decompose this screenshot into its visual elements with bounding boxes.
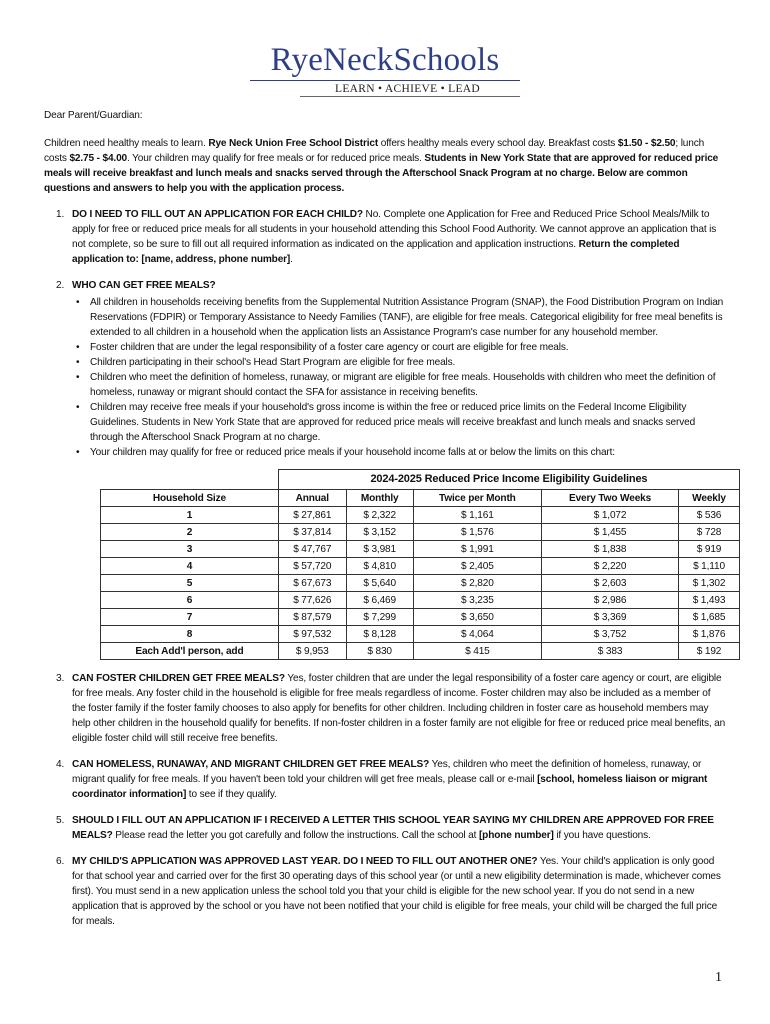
qa-number: 3. [56,673,65,684]
household-size-cell: 3 [101,541,279,558]
table-row [101,541,740,558]
income-limit-cell: $ 3,369 [542,609,679,626]
qa-question: CAN FOSTER CHILDREN GET FREE MEALS? [72,673,285,684]
income-limit-cell: $ 919 [679,541,740,558]
income-limit-cell: $ 1,493 [679,592,740,609]
income-limit-cell: $ 4,064 [413,626,541,643]
table-row [101,609,740,626]
household-size-cell: 2 [101,524,279,541]
table-row [101,592,740,609]
income-limit-cell: $ 3,152 [346,524,413,541]
income-limit-cell: $ 1,455 [542,524,679,541]
household-size-cell: 8 [101,626,279,643]
income-limit-cell: $ 3,650 [413,609,541,626]
qa-item-5 [44,813,726,843]
income-limit-cell: $ 3,752 [542,626,679,643]
qa-item-2 [44,278,726,660]
income-limit-cell: $ 415 [413,643,541,660]
household-size-cell: 1 [101,507,279,524]
qa-item-6 [44,854,726,929]
qa-number: 2. [56,280,65,291]
intro-text-2: offers healthy meals every school day. Breakfast costs [378,138,618,149]
income-limit-cell: $ 87,579 [278,609,346,626]
income-limit-cell: $ 3,235 [413,592,541,609]
qa-answer: Yes. Your child's application is only good for that school year and carried over for the first 30 operating days of this school year (or until a new eligibility determination is made, whichever comes first). You must send in a new application unless the school told you that your child is eligible for the new school year. If you do not send in a new application that is approved by the school or you have not been notified that your child is eligible for free meals, your child will be charged the full price for meals. [72,856,721,927]
income-limit-cell: $ 1,685 [679,609,740,626]
income-limit-cell: $ 6,469 [346,592,413,609]
table-row [101,524,740,541]
bullet-item: • Children participating in their school's Head Start Program are eligible for free meals. [72,355,726,370]
logo-underline [300,96,520,97]
phone-placeholder: [phone number] [478,830,554,841]
household-size-cell: Each Add'l person, add [101,643,279,660]
column-header: Household Size [101,490,279,507]
income-limit-cell: $ 4,810 [346,558,413,575]
intro-bold-note: Students in New York State that are approved for reduced price meals will receive breakfast and lunch meals and snacks served through the Afterschool Snack Program at no charge. Below are common questions and answers to help you with the application process. [44,153,719,194]
qa-answer: Yes, foster children that are under the legal responsibility of a foster care agency or court, are eligible for free meals. Any foster child in the household is eligible for free meals regardless of income. Foster children may also be included as a member of the foster family if the foster family chooses to also apply for benefits for other children. Including children in foster care as household members may help other children in the household qualify for benefits. If non-foster children in a foster family are not eligible for free or reduced price meal benefits, an eligible foster child will still receive free benefits. [72,673,726,744]
qa-list [44,207,726,929]
table-title-spacer [101,470,279,490]
qa-answer: Yes, children who meet the definition of homeless, runaway, or migrant qualify for free meals. If you haven't been told your children will get free meals, please call or e-mail [72,759,702,785]
income-limit-cell: $ 2,322 [346,507,413,524]
qa-question: SHOULD I FILL OUT AN APPLICATION IF I RECEIVED A LETTER THIS SCHOOL YEAR SAYING MY CHILDREN ARE APPROVED FOR FREE MEALS? [72,815,714,841]
qa-number: 1. [56,209,65,220]
letter-body [44,108,726,940]
intro-text-3: ; lunch costs [44,138,705,164]
income-limit-cell: $ 830 [346,643,413,660]
household-size-cell: 4 [101,558,279,575]
eligibility-bullets [72,295,726,460]
bullet-item: • All children in households receiving benefits from the Supplemental Nutrition Assistance Program (SNAP), the Food Distribution Program on Indian Reservations (FDPIR) or Temporary Assistance to Needy Families (TANF), are eligible for free meals. Categorical eligibility for free meal benefits is extended to all children in a household when the application lists an Assistance Program's case number for any household member. [72,295,726,340]
qa-number: 6. [56,856,65,867]
qa-item-3 [44,671,726,746]
qa-number: 4. [56,759,65,770]
table-body [101,507,740,660]
income-limit-cell: $ 3,981 [346,541,413,558]
qa-question: WHO CAN GET FREE MEALS? [72,280,216,291]
income-limit-cell: $ 2,405 [413,558,541,575]
bullet-item: • Your children may qualify for free or reduced price meals if your household income falls at or below the limits on this chart: [72,445,726,460]
income-limit-cell: $ 1,838 [542,541,679,558]
income-limit-cell: $ 97,532 [278,626,346,643]
qa-answer-end: if you have questions. [553,830,651,841]
income-limit-cell: $ 2,820 [413,575,541,592]
column-header: Every Two Weeks [542,490,679,507]
qa-answer-end: to see if they qualify. [186,789,277,800]
income-limit-cell: $ 8,128 [346,626,413,643]
salutation: Dear Parent/Guardian: [44,110,143,121]
income-limit-cell: $ 9,953 [278,643,346,660]
household-size-cell: 6 [101,592,279,609]
income-limit-cell: $ 37,814 [278,524,346,541]
income-limit-cell: $ 1,110 [679,558,740,575]
contact-placeholder: [school, homeless liaison or migrant coordinator information] [72,774,708,800]
intro-text-4: . Your children may qualify for free meals or for reduced price meals. [127,153,425,164]
logo-wordmark: RyeNeckSchools [270,42,500,78]
bullet-item: • Children who meet the definition of homeless, runaway, or migrant are eligible for free meals. Households with children who meet the definition of homeless, runaway or migrant should contact the SFA for assistance in receiving benefits. [72,370,726,400]
income-limit-cell: $ 728 [679,524,740,541]
income-limit-cell: $ 67,673 [278,575,346,592]
income-limit-cell: $ 77,626 [278,592,346,609]
income-limit-cell: $ 1,876 [679,626,740,643]
income-limit-cell: $ 1,072 [542,507,679,524]
income-limit-cell: $ 1,161 [413,507,541,524]
page-number: 1 [715,970,722,985]
qa-answer: Please read the letter you got carefully and follow the instructions. Call the school at [112,830,479,841]
income-limit-cell: $ 27,861 [278,507,346,524]
return-address-note: Return the completed application to: [name, address, phone number] [72,239,680,265]
column-header: Weekly [679,490,740,507]
table-row [101,507,740,524]
income-limit-cell: $ 192 [679,643,740,660]
qa-item-1 [44,207,726,267]
income-limit-cell: $ 1,576 [413,524,541,541]
bullet-item: • Foster children that are under the legal responsibility of a foster care agency or court are eligible for free meals. [72,340,726,355]
table-row [101,626,740,643]
income-limit-cell: $ 2,603 [542,575,679,592]
lunch-cost: $2.75 - $4.00 [69,153,128,164]
school-logo [250,42,520,97]
district-name: Rye Neck Union Free School District [208,138,379,149]
table-header-row [101,490,740,507]
income-limit-cell: $ 57,720 [278,558,346,575]
qa-answer: No. Complete one Application for Free and Reduced Price School Meals/Milk to apply for free or reduced price meals for all students in your household attending this School Food Authority. We cannot approve an application that is not complete, so be sure to fill out all required information as indicated on the application and application instructions. [72,209,717,250]
qa-question: DO I NEED TO FILL OUT AN APPLICATION FOR EACH CHILD? [72,209,363,220]
income-limit-cell: $ 2,986 [542,592,679,609]
column-header: Annual [278,490,346,507]
logo-tagline: LEARN • ACHIEVE • LEAD [335,83,480,95]
breakfast-cost: $1.50 - $2.50 [617,138,676,149]
bullet-item: • Children may receive free meals if your household's gross income is within the free or reduced price limits on the Federal Income Eligibility Guidelines. Students in New York State that are approved for reduced price meals will receive breakfast and lunch meals and snacks served through the Afterschool Snack Program at no charge. [72,400,726,445]
income-limit-cell: $ 2,220 [542,558,679,575]
income-limit-cell: $ 7,299 [346,609,413,626]
intro-paragraph [44,136,726,196]
qa-item-4 [44,757,726,802]
table-title: 2024-2025 Reduced Price Income Eligibility Guidelines [278,470,739,490]
income-limit-cell: $ 5,640 [346,575,413,592]
qa-number: 5. [56,815,65,826]
income-eligibility-table [100,469,740,660]
intro-text-1: Children need healthy meals to learn. [44,138,209,149]
column-header: Twice per Month [413,490,541,507]
qa-question: CAN HOMELESS, RUNAWAY, AND MIGRANT CHILDREN GET FREE MEALS? [72,759,430,770]
qa-question: MY CHILD'S APPLICATION WAS APPROVED LAST YEAR. DO I NEED TO FILL OUT ANOTHER ONE? [72,856,538,867]
income-limit-cell: $ 1,991 [413,541,541,558]
column-header: Monthly [346,490,413,507]
income-limit-cell: $ 1,302 [679,575,740,592]
table-row [101,558,740,575]
table-row [101,575,740,592]
table-row [101,643,740,660]
household-size-cell: 7 [101,609,279,626]
qa-period: . [290,254,293,265]
income-table-wrapper [100,469,740,660]
income-limit-cell: $ 47,767 [278,541,346,558]
income-limit-cell: $ 383 [542,643,679,660]
household-size-cell: 5 [101,575,279,592]
logo-divider [250,80,520,81]
income-limit-cell: $ 536 [679,507,740,524]
